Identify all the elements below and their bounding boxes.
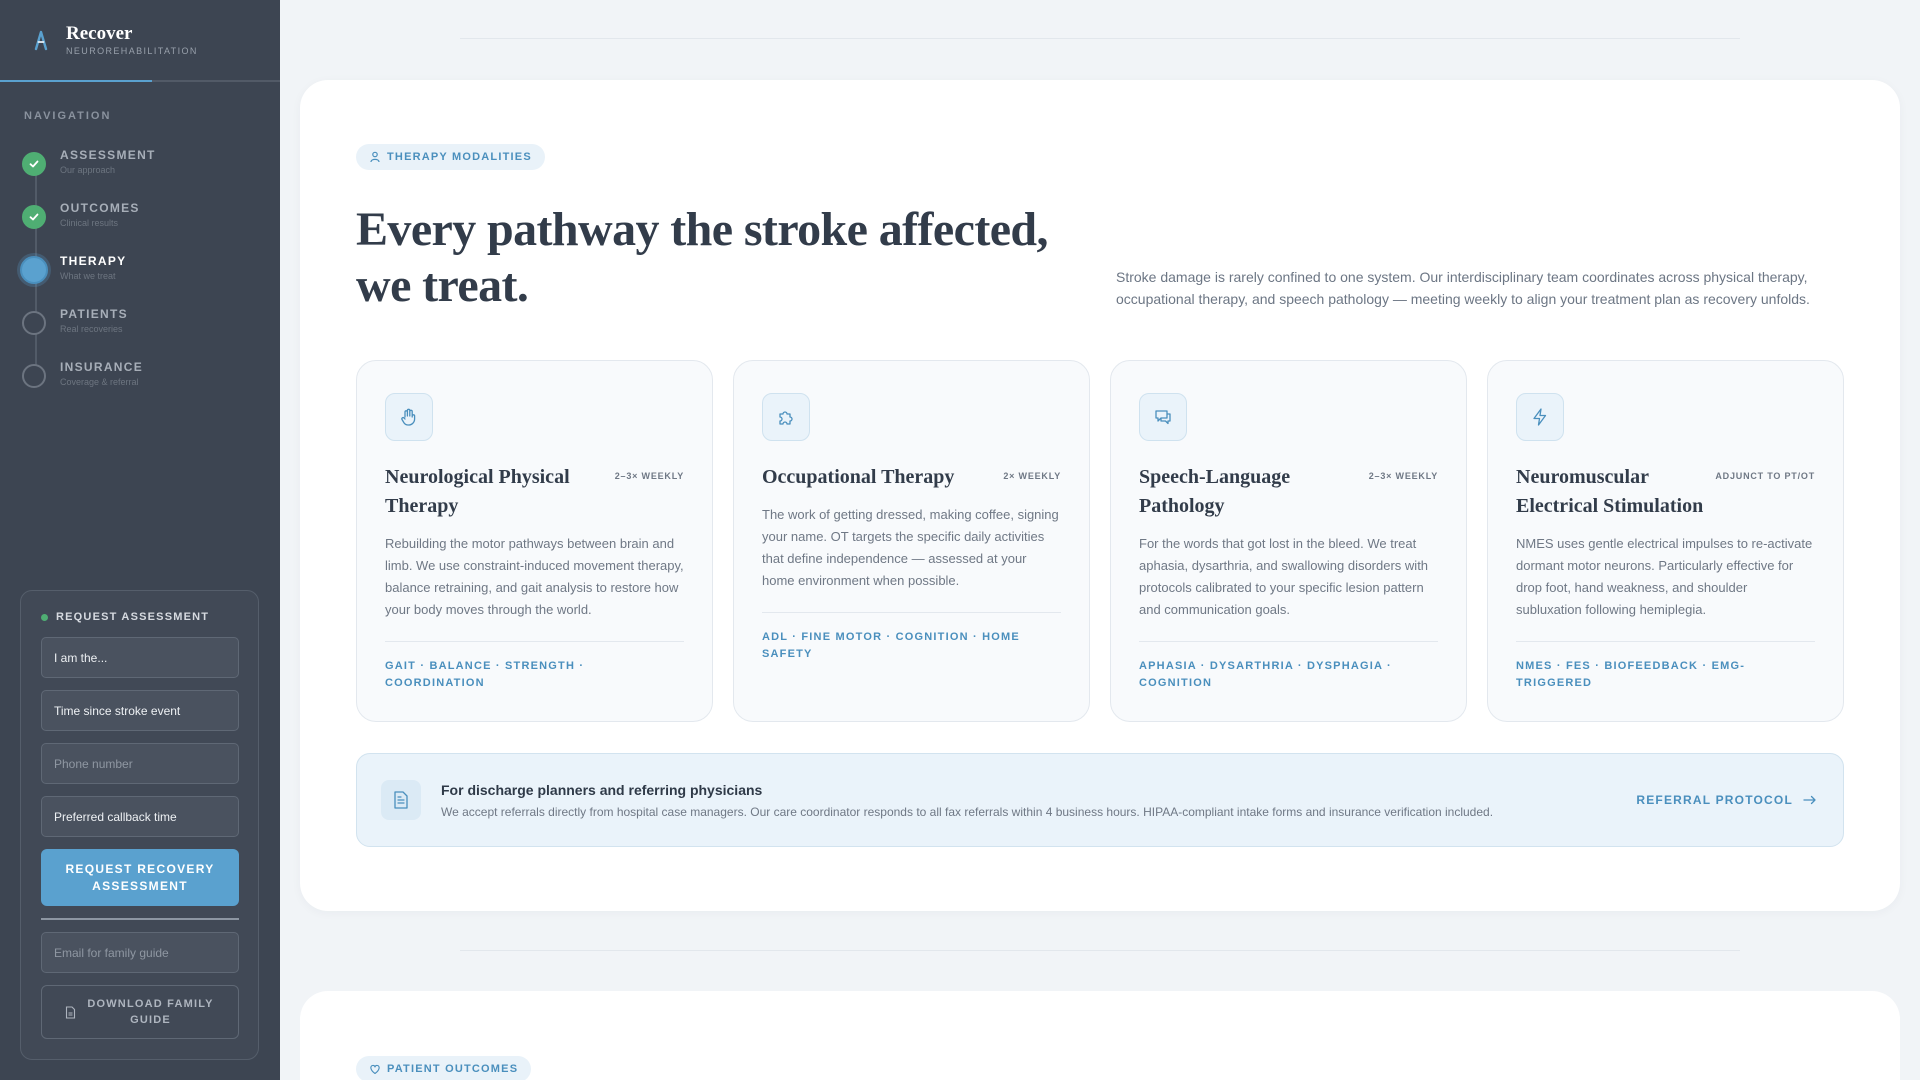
check-icon [22,205,46,229]
card-frequency: 2–3× WEEKLY [1368,471,1438,481]
card-divider [1516,641,1815,642]
phone-input[interactable] [41,743,239,784]
nav-item-patients[interactable] [22,307,128,347]
document-icon [381,780,421,820]
brand-subtitle: NEUROREHABILITATION [66,46,198,56]
person-icon [369,151,381,163]
card-tags: GAIT · BALANCE · STRENGTH · COORDINATION [385,660,585,689]
nav-item-therapy[interactable] [22,254,126,294]
nav-item-label: PATIENTS [60,307,128,321]
nav-item-outcomes[interactable] [22,201,140,241]
pending-step-indicator [22,364,46,388]
card-description: The work of getting dressed, making coffee, signing your name. OT targets the specific daily activities that define independence — assessed at your home environment when possible. [762,507,1059,588]
form-title: REQUEST ASSESSMENT [56,611,210,623]
card-tags: NMES · FES · BIOFEEDBACK · EMG-TRIGGERED [1516,660,1746,689]
nav-item-subtitle: Our approach [60,165,116,175]
status-dot-icon [41,614,48,621]
card-frequency: 2–3× WEEKLY [614,471,684,481]
logo-icon [30,29,52,51]
card-title: Occupational Therapy [762,466,955,488]
card-divider [1139,641,1438,642]
section-divider [460,38,1740,39]
hand-icon [385,393,433,441]
card-title: Neurological Physical Therapy [385,466,570,517]
arrow-right-icon [1803,795,1817,805]
card-frequency: ADJUNCT TO PT/OT [1715,471,1815,481]
referral-title: For discharge planners and referring physicians [441,781,763,798]
therapy-card-occupational[interactable] [733,360,1090,722]
section-pill-label: THERAPY MODALITIES [387,151,532,163]
card-tags: ADL · FINE MOTOR · COGNITION · HOME SAFETY [762,631,1020,660]
nav-title: NAVIGATION [24,110,112,122]
download-label: DOWNLOAD FAMILY GUIDE [87,998,214,1026]
section-intro: Stroke damage is rarely confined to one system. Our interdisciplinary team coordinates across physical therapy, occupational therapy, and speech pathology — meeting weekly to align your treatment plan as recovery unfolds. [1116,269,1810,307]
card-divider [385,641,684,642]
nav-item-label: ASSESSMENT [60,148,156,162]
form-divider [41,918,239,920]
patient-outcomes-section [300,991,1900,1080]
section-divider [460,950,1740,951]
nav-item-assessment[interactable] [22,148,156,188]
card-frequency: 2× WEEKLY [1003,471,1061,481]
section-pill-label: PATIENT OUTCOMES [387,1063,519,1075]
brand[interactable] [0,0,280,82]
request-assessment-form [20,590,259,1060]
family-guide-email-input[interactable] [41,932,239,973]
card-tags: APHASIA · DYSARTHRIA · DYSPHAGIA · COGNITION [1139,660,1392,689]
nav-item-label: THERAPY [60,254,127,268]
section-pill [356,1056,531,1080]
referral-protocol-link[interactable] [1636,793,1817,807]
nav-item-subtitle: Coverage & referral [60,377,139,387]
therapy-cards [356,360,1844,722]
card-description: NMES uses gentle electrical impulses to re-activate dormant motor neurons. Particularly effective for drop foot, hand weakness, and shoulder subluxation following hemiplegia. [1516,536,1813,617]
download-family-guide-button[interactable] [41,985,239,1039]
card-title: Speech-Language Pathology [1139,466,1291,517]
role-select[interactable]: I am the... [41,637,239,678]
card-title: Neuromuscular Electrical Stimulation [1516,466,1704,517]
time-since-stroke-select[interactable]: Time since stroke event [41,690,239,731]
pending-step-indicator [22,311,46,335]
brand-name: Recover [66,23,133,44]
section-pill [356,144,545,170]
speech-bubble-icon [1139,393,1187,441]
document-icon [65,1006,76,1019]
form-header [41,611,238,623]
check-icon [22,152,46,176]
card-divider [762,612,1061,613]
active-step-indicator [20,256,48,284]
callback-time-select[interactable]: Preferred callback time [41,796,239,837]
puzzle-icon [762,393,810,441]
therapy-section [300,80,1900,911]
nav-item-label: OUTCOMES [60,201,140,215]
nav-item-subtitle: What we treat [60,271,116,281]
card-description: For the words that got lost in the bleed. We treat aphasia, dysarthria, and swallowing disorders with protocols calibrated to your specific lesion pattern and communication goals. [1139,536,1429,617]
request-assessment-button[interactable]: REQUEST RECOVERY ASSESSMENT [41,849,239,906]
referral-banner [356,753,1844,847]
therapy-card-physical[interactable] [356,360,713,722]
sidebar [0,0,280,1080]
lightning-icon [1516,393,1564,441]
scroll-progress-bar [0,80,152,82]
heart-icon [369,1063,381,1075]
section-headline: Every pathway the stroke affected, we treat. [356,203,1048,312]
therapy-card-nmes[interactable] [1487,360,1844,722]
referral-description: We accept referrals directly from hospital case managers. Our care coordinator responds to all fax referrals within 4 business hours. HIPAA-compliant intake forms and insurance verification included. [441,804,1494,819]
therapy-card-speech[interactable] [1110,360,1467,722]
nav-item-label: INSURANCE [60,360,144,374]
referral-link-label: REFERRAL PROTOCOL [1636,793,1793,807]
nav-item-subtitle: Real recoveries [60,324,123,334]
card-description: Rebuilding the motor pathways between brain and limb. We use constraint-induced movement therapy, balance retraining, and gait analysis to restore how your body moves through the world. [385,536,684,617]
nav-item-subtitle: Clinical results [60,218,119,228]
nav-item-insurance[interactable] [22,360,143,400]
